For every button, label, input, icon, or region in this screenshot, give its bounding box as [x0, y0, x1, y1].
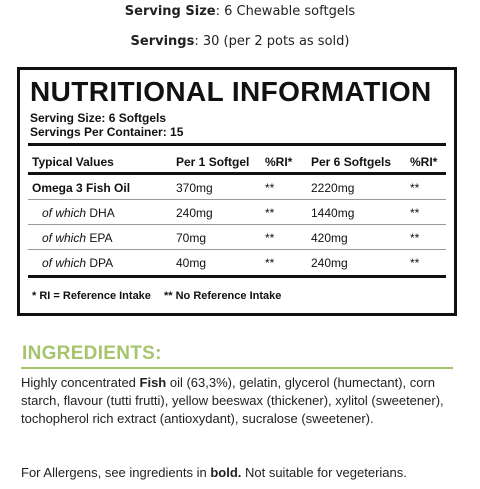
ingredients-text	[21, 374, 461, 428]
nutrition-panel	[17, 67, 457, 316]
row-per1: 240mg	[176, 206, 213, 220]
row-per6: 240mg	[311, 256, 348, 270]
row-nutrient: DHA	[86, 206, 115, 220]
row-name: Omega 3 Fish Oil	[32, 181, 131, 195]
footnote-nri: ** No Reference Intake	[163, 290, 282, 302]
row-nutrient: DPA	[86, 256, 114, 270]
allergen-bold: bold.	[210, 465, 242, 480]
row-per1: 70mg	[176, 231, 207, 245]
row-prefix: of which	[42, 206, 87, 220]
row-name	[42, 231, 113, 245]
table-header-rule	[28, 172, 446, 175]
row-divider	[28, 199, 446, 200]
ingredients-title: INGREDIENTS:	[22, 343, 162, 364]
row-name	[42, 206, 115, 220]
servings-value: : 30 (per 2 pots as sold)	[194, 34, 350, 49]
servings-label: Servings	[130, 34, 195, 49]
row-ri6: **	[410, 181, 420, 195]
row-ri1: **	[265, 206, 275, 220]
row-divider	[28, 224, 446, 225]
ingredients-pre: Highly concentrated	[21, 375, 140, 390]
row-per6: 1440mg	[311, 206, 355, 220]
header-ri-6: %RI*	[410, 155, 438, 169]
row-prefix: of which	[42, 256, 87, 270]
table-row	[28, 226, 446, 248]
servings-line	[0, 34, 480, 49]
header-per-6-softgels: Per 6 Softgels	[311, 155, 392, 169]
row-ri6: **	[410, 206, 420, 220]
table-row	[28, 176, 446, 198]
row-ri1: **	[265, 256, 275, 270]
row-per6: 420mg	[311, 231, 348, 245]
table-row	[28, 201, 446, 223]
header-per-1-softgel: Per 1 Softgel	[176, 155, 250, 169]
serving-size-value: : 6 Chewable softgels	[215, 4, 356, 19]
row-per1: 40mg	[176, 256, 207, 270]
allergen-pre: For Allergens, see ingredients in	[21, 465, 211, 480]
footnotes	[32, 290, 291, 302]
table-row	[28, 251, 446, 273]
panel-title: NUTRITIONAL INFORMATION	[30, 76, 432, 107]
ingredients-bold: Fish	[139, 375, 167, 390]
header-rule	[28, 143, 446, 146]
row-per1: 370mg	[176, 181, 213, 195]
table-bottom-rule	[28, 275, 446, 278]
header-typical-values: Typical Values	[32, 155, 114, 169]
row-per6: 2220mg	[311, 181, 355, 195]
allergen-note	[21, 465, 461, 480]
row-name	[42, 256, 113, 270]
panel-serving-size: Serving Size: 6 Softgels	[30, 111, 167, 125]
serving-size-label: Serving Size	[124, 4, 216, 19]
header-ri-1: %RI*	[265, 155, 293, 169]
row-ri6: **	[410, 256, 420, 270]
allergen-post: Not suitable for vegeterians.	[241, 465, 407, 480]
ingredients-rule	[21, 367, 453, 369]
row-prefix: of which	[42, 231, 87, 245]
row-ri6: **	[410, 231, 420, 245]
ingredients-post: oil (63,3%), gelatin, glycerol (humectant), corn starch, flavour (tutti frutti), yellow beeswax (thickener), xylitol (sweetener), tochopherol rich extract (antioxydant), sucralose (sweetener).	[21, 375, 444, 426]
serving-size-line	[0, 4, 480, 19]
footnote-ri: * RI = Reference Intake	[32, 290, 151, 302]
row-ri1: **	[265, 231, 275, 245]
panel-servings-per-container: Servings Per Container: 15	[30, 125, 184, 139]
row-divider	[28, 249, 446, 250]
table-header-row	[28, 150, 446, 172]
row-ri1: **	[265, 181, 275, 195]
row-nutrient: EPA	[86, 231, 113, 245]
